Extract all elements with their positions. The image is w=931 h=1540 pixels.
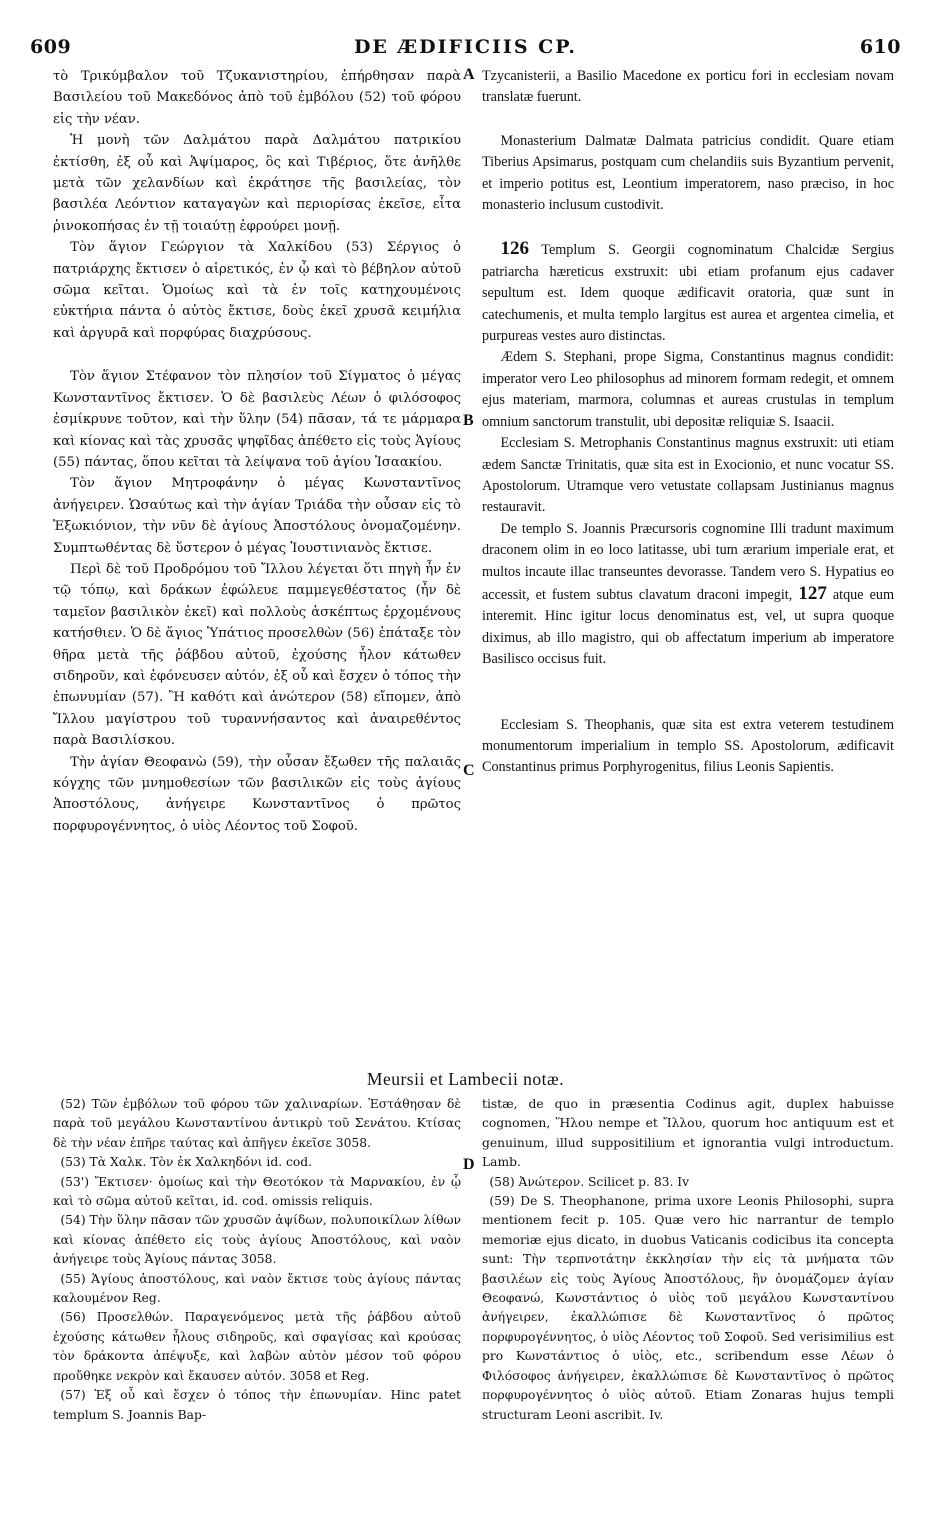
latin-paragraph: Ædem S. Stephani, prope Sigma, Constantinus magnus condidit: imperator vero Leo philosophus ad minorem formam redegit, et omnem ejus materiam, marmora, columnas et aureas crustulas in templum omnium sanctorum transtulit, ubi depositæ reliquiæ S. Isaacii.	[482, 349, 894, 430]
greek-paragraph: Τὸν ἅγιον Στέφανον τὸν πλησίον τοῦ Σίγματος ὁ μέγας Κωνσταντῖνος ἔκτισεν. Ὁ δὲ βασιλεὺς Λέων ὁ φιλόσοφος ἐσμίκρυνε τοῦτον, καὶ τὴν ὕλην (54) πᾶσαν, τά τε μάρμαρα καὶ κίονας καὶ τὰς χρυσᾶς ψηφῖδας ἀπέθετο εἰς τοὺς Ἁγίους (55) πάντας, ὅπου κεῖται τὰ λείψανα τοῦ ἁγίου Ἰσαακίου.	[53, 369, 461, 470]
latin-paragraph-text: De templo S. Joannis Præcursoris cognomine Illi tradunt maximum draconem olim in eo loco latitasse, ubi tum ærarium imperiale erat, et multos incaute illac transeuntes devorasse. Tandem vero S. Hypatius eo accessit, et fustem subtus clavatum draconi impegit,	[482, 520, 894, 603]
running-title: DE ÆDIFICIIS CP.	[353, 36, 578, 58]
footnote: (58) Ἀνώτερον. Scilicet p. 83. Iv	[489, 1174, 690, 1189]
latin-paragraph	[482, 519, 894, 671]
notes-right-column	[482, 1095, 894, 1425]
latin-column	[482, 66, 894, 779]
greek-paragraph: Περὶ δὲ τοῦ Προδρόμου τοῦ Ἴλλου λέγεται ὅτι πηγὴ ἦν ἐν τῷ τόπῳ, καὶ δράκων ἐφώλευε παμμεγεθέστατος (ἦν δὲ ταμεῖον βασιλικὸν ἐκεῖ) καὶ πολλοὺς ἀσκέπτως ἐρχομένους κατήσθιεν. Ὁ δὲ ἅγιος Ὑπάτιος προσελθὼν (56) ἐπάταξε τὸν θῆρα μετὰ τῆς ῥάβδου αὐτοῦ, ἐχούσης ἧλον κάτωθεν σιδηροῦν, καὶ ἐφόνευσεν αὐτόν, ἐξ οὗ καὶ ἔσχεν ὁ τόπος τὴν ἐπωνυμίαν (57). Ἢ καθότι καὶ ἀνώτερον (58) εἴπομεν, ἀπὸ Ἴλλου μαγίστρου τοῦ τυραννήσαντος καὶ ἀναιρεθέντος παρὰ Βασιλίσκου.	[53, 561, 461, 749]
greek-column	[53, 66, 461, 837]
footnote: (56) Προσελθών. Παραγενόμενος μετὰ τῆς ῥάβδου αὐτοῦ ἐχούσης κάτωθεν ἧλους σιδηροῦς, καὶ σφαγίσας καὶ κρούσας τὸν δράκοντα ἀπέψυξε, καὶ λαβὼν αὐτὸν μέσον τοῦ φόρου προὔθηκε νεκρὸν καὶ ἔκαυσεν αὐτόν. 3058 et Reg.	[53, 1310, 461, 1383]
notes-heading: Meursii et Lambecii notæ.	[366, 1069, 565, 1089]
footnote: tistæ, de quo in præsentia Codinus agit, duplex habuisse cognomen, Ἥλου nempe et Ἴλλου, quorum hoc antiquum est et genuinum, illud suppositilium et ignorantia vulgi introductum. Lamb.	[482, 1097, 894, 1170]
footnote: (55) Ἁγίους ἀποστόλους, καὶ ναὸν ἔκτισε τοὺς ἁγίους πάντας καλουμένον Reg.	[53, 1271, 461, 1306]
footnote: (54) Τὴν ὕλην πᾶσαν τῶν χρυσῶν ἀψίδων, πολυποικίλων λίθων καὶ κίονας ἀπέθετο εἰς τοὺς ἁγίους Ἀποστόλους, καὶ ναὸν ἀνήγειρε τοὺς Ἁγίους πάντας 3058.	[53, 1213, 461, 1267]
greek-paragraph: τὸ Τρικύμβαλον τοῦ Τζυκανιστηρίου, ἐπήρθησαν παρὰ Βασιλείου τοῦ Μακεδόνος ἀπὸ τοῦ ἐμβόλου (52) τοῦ φόρου εἰς τὴν νέαν.	[53, 69, 461, 127]
latin-paragraph: Ecclesiam S. Theophanis, quæ sita est extra veterem testudinem monumentorum imperialium in templo SS. Apostolorum, ædificavit Constantinus primus Porphyrogenitus, filius Leonis Sapientis.	[482, 716, 894, 776]
greek-paragraph: Ἡ μονὴ τῶν Δαλμάτου παρὰ Δαλμάτου πατρικίου ἐκτίσθη, ἐξ οὗ καὶ Ἀψίμαρος, ὃς καὶ Τιβέριος, ὅτε ἀνῆλθε μετὰ τῶν χελανδίων καὶ ἐκράτησε τῆς βασιλείας, τὸν βασιλέα Λεόντιον καταγαγὼν καὶ περιορίσας ἐκεῖσε, εἶτα ῥινοκοπήσας ἐν τῇ τοιαύτῃ ἐφρούρει μονῇ.	[53, 133, 461, 234]
page-number-right: 610	[859, 36, 901, 58]
latin-paragraph: Tzycanisterii, a Basilio Macedone ex porticu fori in ecclesiam novam translatæ fuerunt.	[482, 68, 894, 106]
footnote: (53') Ἔκτισεν· ὁμοίως καὶ τὴν Θεοτόκον τὰ Μαρνακίου, ἐν ᾧ καὶ τὸ σῶμα αὐτοῦ κεῖται, id. cod. omissis reliquis.	[53, 1174, 461, 1209]
notes-left-column	[53, 1095, 461, 1425]
greek-paragraph: Τὸν ἅγιον Γεώργιον τὰ Χαλκίδου (53) Σέργιος ὁ πατριάρχης ἔκτισεν ὁ αἱρετικός, ἐν ᾧ καὶ τὸ βέβηλον αὐτοῦ σῶμα κεῖται. Ὁμοίως καὶ τὰ ἐν τοῖς κατηχουμένοις εὐκτήρια πάντα ὁ αὐτὸς ἔκτισε, δοὺς ἐκεῖ χρυσᾶ κειμήλια καὶ ἀργυρᾶ καὶ πορφύρας διαχρύσους.	[53, 240, 461, 341]
footnote: (53) Τὰ Χαλκ. Τὸν ἐκ Χαλκηδόνι id. cod.	[60, 1155, 313, 1170]
footnote: (59) De S. Theophanone, prima uxore Leonis Philosophi, supra mentionem fecit p. 105. Quæ vero hic narrantur de templo memoriæ ejus dicato, in duobus Vaticanis codicibus ita concepta sunt: Τὴν τερπνοτάτην ἐκκλησίαν τὴν εἰς τὰ μνήματα τῶν βασιλέων εἰς τοὺς Ἁγίους Ἀποστόλους, ἣν ὀνομάζομεν ἁγίαν Θεοφανώ, Κωνστάντιος ὁ υἱὸς τοῦ μεγάλου Κωνσταντίνου ἀνήγειρεν, ἐκαλλώπισε δὲ Κωνσταντῖνος ὁ πρῶτος πορφυρογέννητος, ὁ υἱὸς Λέοντος τοῦ Σοφοῦ. Sed verisimilius est pro Κωνστάντιος ὁ υἱὸς, etc., scribendum esse Λέων ὁ Φιλόσοφος ἀνήγειρεν, ἐκαλλώπισε δὲ Κωνσταντῖνος ὁ πρῶτος πορφυρογέννητος ὁ υἱὸς αὐτοῦ. Etiam Zonaras hujus templi structuram Leoni ascribit. Iv.	[482, 1194, 894, 1422]
footnote: (52) Τῶν ἐμβόλων τοῦ φόρου τῶν χαλιναρίων. Ἐστάθησαν δὲ παρὰ τοῦ μεγάλου Κωνσταντίνου ἀντικρὺ τοῦ Σενάτου. Κτίσας δὲ τὴν νέαν ἐπῆρε ταύτας καὶ ἀπῆγεν ἐκεῖσε 3058.	[53, 1097, 461, 1150]
greek-paragraph: Τὸν ἅγιον Μητροφάνην ὁ μέγας Κωνσταντῖνος ἀνήγειρεν. Ὡσαύτως καὶ τὴν ἁγίαν Τριάδα τὴν οὖσαν εἰς τὸ Ἐξωκιόνιον, τὴν νῦν δὲ ἁγίους Ἀποστόλους ὀνομαζομένην. Συμπτωθέντας δὲ ὕστερον ὁ μέγας Ἰουστινιανὸς ἔκτισε.	[53, 476, 461, 556]
margin-marker-b: B	[463, 412, 474, 429]
section-number: 127	[798, 582, 827, 604]
latin-paragraph-text: Templum S. Georgii cognominatum Chalcidæ Sergius patriarcha hæreticus exstruxit: ubi etiam profanum ejus cadaver sepultum est. Idem quoque ædificavit oratoria, quæ sunt in catechumenis, et multa templo largitus est aurea et argentea cimelia, et purpureas vestes auro distinctas.	[482, 242, 894, 345]
section-number: 126	[500, 238, 529, 260]
margin-marker-c: C	[463, 762, 475, 779]
margin-marker-d: D	[463, 1156, 475, 1173]
footnote: (57) Ἐξ οὗ καὶ ἔσχεν ὁ τόπος τὴν ἐπωνυμίαν. Hinc patet templum S. Joannis Bap-	[53, 1388, 461, 1422]
latin-paragraph	[482, 238, 894, 347]
latin-paragraph: Ecclesiam S. Metrophanis Constantinus magnus exstruxit: uti etiam ædem Sanctæ Trinitatis, quæ sita est in Exocionio, et nunc vocatur SS. Apostolorum. Utramque vero vetustate collapsam Justinianus magnus restauravit.	[482, 435, 894, 516]
latin-paragraph: Monasterium Dalmatæ Dalmata patricius condidit. Quare etiam Tiberius Apsimarus, postquam cum chelandiis suis Byzantium pervenit, et imperio potitus est, Leontium imperatorem, naso præciso, in hoc monasterio inclusum custodivit.	[482, 132, 894, 214]
page-number-left: 609	[30, 36, 72, 58]
latin-paragraph-text: atque eum interemit. Hinc igitur locus denominatus est, vel, ut supra quoque diximus, ab illo magistro, qui ob affectatum imperium ab imperatore Basilisco occisus fuit.	[482, 586, 894, 668]
greek-paragraph: Τὴν ἁγίαν Θεοφανὼ (59), τὴν οὖσαν ἔξωθεν τῆς παλαιᾶς κόγχης τῶν μνημοθεσίων τῶν βασιλικῶν εἰς τοὺς ἁγίους Ἀποστόλους, ἀνήγειρε Κωνσταντῖνος ὁ πρῶτος πορφυρογέννητος, ὁ υἱὸς Λέοντος τοῦ Σοφοῦ.	[53, 754, 461, 834]
margin-marker-a: A	[463, 66, 475, 83]
